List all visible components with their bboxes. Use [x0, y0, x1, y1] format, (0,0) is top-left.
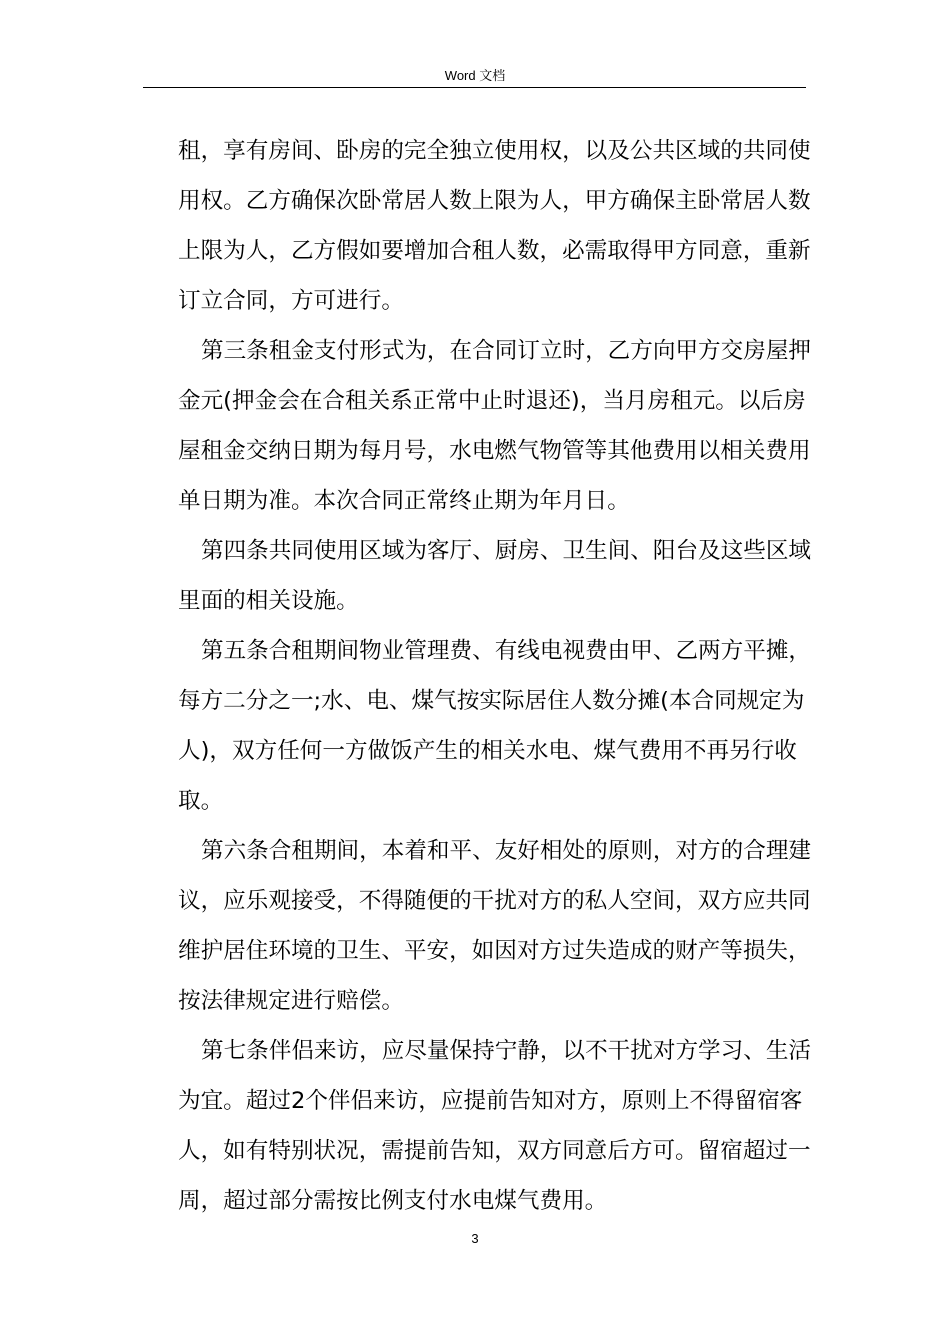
header-divider [143, 87, 806, 88]
text-line: 单日期为准。本次合同正常终止期为年月日。 [178, 488, 630, 514]
text-line: 人)，双方任何一方做饭产生的相关水电、煤气费用不再另行收 [178, 738, 797, 764]
paragraph-article-6 [178, 826, 812, 1026]
text-line: 第七条伴侣来访，应尽量保持宁静，以不干扰对方学习、生活 [201, 1038, 812, 1064]
text-line: 租，享有房间、卧房的完全独立使用权，以及公共区域的共同使 [178, 138, 811, 164]
text-line: 上限为人，乙方假如要增加合租人数，必需取得甲方同意，重新 [178, 238, 811, 264]
page-number: 3 [471, 1231, 479, 1246]
document-body [178, 126, 812, 1226]
text-line: 按法律规定进行赔偿。 [178, 988, 404, 1014]
text-line: 第三条租金支付形式为，在合同订立时，乙方向甲方交房屋押 [201, 338, 812, 364]
text-line: 维护居住环境的卫生、平安，如因对方过失造成的财产等损失， [178, 938, 811, 964]
page-header-title: Word 文档 [444, 68, 506, 83]
text-line: 里面的相关设施。 [178, 588, 359, 614]
text-line: 第六条合租期间，本着和平、友好相处的原则，对方的合理建 [201, 838, 812, 864]
text-line: 订立合同，方可进行。 [178, 288, 404, 314]
text-line: 周，超过部分需按比例支付水电煤气费用。 [178, 1188, 608, 1214]
text-line: 屋租金交纳日期为每月号，水电燃气物管等其他费用以相关费用 [178, 438, 811, 464]
text-line: 取。 [178, 788, 224, 814]
paragraph-article-5 [178, 626, 812, 826]
paragraph-article-4 [178, 526, 812, 626]
paragraph-continuation [178, 126, 811, 326]
text-line: 议，应乐观接受，不得随便的干扰对方的私人空间，双方应共同 [178, 888, 811, 914]
paragraph-article-3 [178, 326, 812, 526]
paragraph-article-7 [178, 1026, 812, 1226]
text-line: 第五条合租期间物业管理费、有线电视费由甲、乙两方平摊， [201, 638, 812, 664]
text-line: 人，如有特别状况，需提前告知，双方同意后方可。留宿超过一 [178, 1138, 811, 1164]
text-line: 第四条共同使用区域为客厅、厨房、卫生间、阳台及这些区域 [201, 538, 812, 564]
text-line: 为宜。超过2个伴侣来访，应提前告知对方，原则上不得留宿客 [178, 1088, 803, 1114]
text-line: 用权。乙方确保次卧常居人数上限为人，甲方确保主卧常居人数 [178, 188, 811, 214]
text-line: 每方二分之一;水、电、煤气按实际居住人数分摊(本合同规定为 [178, 688, 805, 714]
text-line: 金元(押金会在合租关系正常中止时退还)，当月房租元。以后房 [178, 388, 806, 414]
